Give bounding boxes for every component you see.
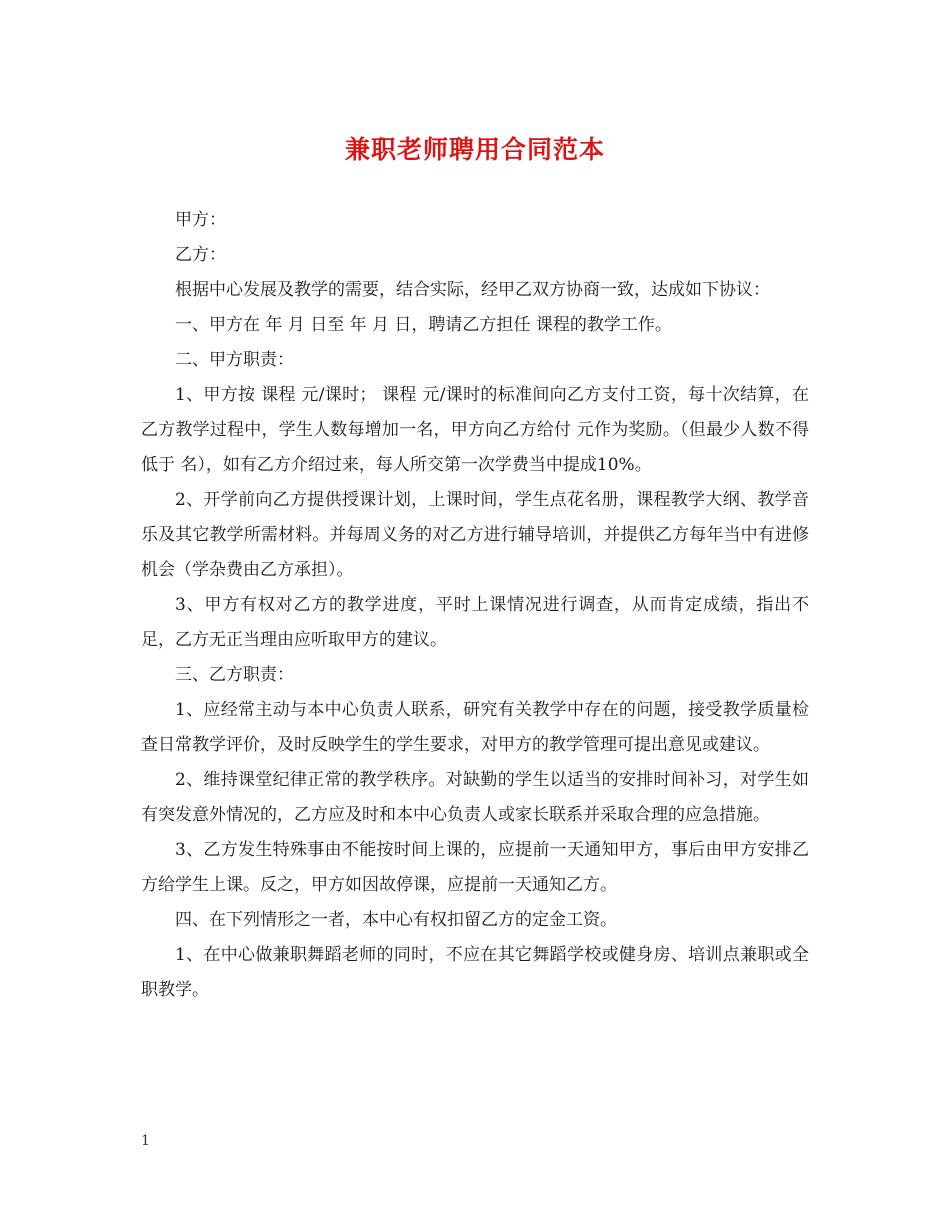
withholding-condition-1: 1、在中心做兼职舞蹈老师的同时，不应在其它舞蹈学校或健身房、培训点兼职或全职教学。 <box>141 945 809 1000</box>
page-number: 1 <box>141 1133 150 1149</box>
party-b-duty-2: 2、维持课堂纪律正常的教学秩序。对缺勤的学生以适当的安排时间补习，对学生如有突发意外情况的，乙方应及时和本中心负责人或家长联系并采取合理的应急措施。 <box>141 770 809 825</box>
party-b-duty-3: 3、乙方发生特殊事由不能按时间上课的，应提前一天通知甲方，事后由甲方安排乙方给学生上课。反之，甲方如因故停课，应提前一天通知乙方。 <box>141 840 809 895</box>
document-body <box>141 203 809 1008</box>
party-a-line: 甲方： <box>175 210 226 230</box>
clause-1-term: 一、甲方在 年 月 日至 年 月 日，聘请乙方担任 课程的教学工作。 <box>175 315 672 335</box>
party-a-duty-2: 2、开学前向乙方提供授课计划，上课时间，学生点花名册，课程教学大纲、教学音乐及其它教学所需材料。并每周义务的对乙方进行辅导培训，并提供乙方每年当中有进修机会（学杂费由乙方承担）。 <box>141 490 809 580</box>
section-heading-party-a-duties: 二、甲方职责： <box>175 350 294 370</box>
section-heading-withholding: 四、在下列情形之一者，本中心有权扣留乙方的定金工资。 <box>175 910 617 930</box>
preamble-paragraph: 根据中心发展及教学的需要，结合实际，经甲乙双方协商一致，达成如下协议： <box>175 280 770 300</box>
party-a-duty-3: 3、甲方有权对乙方的教学进度，平时上课情况进行调查，从而肯定成绩，指出不足，乙方无正当理由应听取甲方的建议。 <box>141 595 809 650</box>
section-heading-party-b-duties: 三、乙方职责： <box>175 665 294 685</box>
party-a-duty-1: 1、甲方按 课程 元/课时； 课程 元/课时的标准间向乙方支付工资，每十次结算，在乙方教学过程中，学生人数每增加一名，甲方向乙方给付 元作为奖励。（但最少人数不得低于 名），如有乙方介绍过来，每人所交第一次学费当中提成10%。 <box>141 385 809 475</box>
document-title: 兼职老师聘用合同范本 <box>344 135 605 164</box>
party-b-duty-1: 1、应经常主动与本中心负责人联系，研究有关教学中存在的问题，接受教学质量检查日常教学评价，及时反映学生的学生要求，对甲方的教学管理可提出意见或建议。 <box>141 700 809 755</box>
party-b-line: 乙方： <box>175 245 226 265</box>
